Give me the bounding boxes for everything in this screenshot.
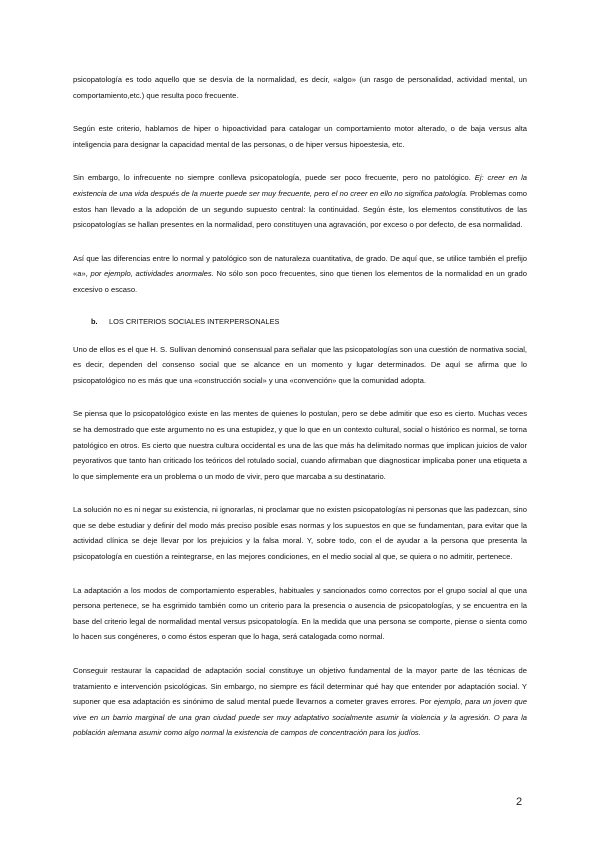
paragraph-6: Se piensa que lo psicopatológico existe en las mentes de quienes lo postulan, pero se debe admitir que eso es cierto. Muchas veces se ha demostrado que este argumento no es una estupidez, y que lo que en un contexto cultural, social o histórico es normal, se torna patológico en otros. Es cierto que nuestra cultura occidental es una de las que más ha delimitado normas que implican juicios de valor peyorativos que tanto han criticado los teóricos del rotulado social, cuando afirmaban que diagnosticar implicaba poner una etiqueta a lo que simplemente era un problema o un modo de vivir, pero que marcaba a su destinatario. (73, 409, 527, 481)
page-number: 2 (516, 796, 523, 808)
paragraph-3: Sin embargo, lo infrecuente no siempre conlleva psicopatología, puede ser poco frecuente, pero no patológico. Ej: creer en la existencia de una vida después de la muerte puede ser muy frecuente, pero el no creer en ello no significa patología. Problemas como estos han llevado a la adopción de un segundo supuesto central: la continuidad. Según éste, los elementos constitutivos de las psicopatologías se hallan presentes en la normalidad, pero constituyen una agravación, por exceso o por defecto, de esa normalidad. (73, 173, 527, 230)
section-letter: b. (91, 316, 98, 326)
italic-example: ejemplo, para un joven que vive en un barrio marginal de una gran ciudad puede ser muy adaptativo socialmente asumir la violencia y la agresión. O para la población alemana asumir como algo normal la existencia de campos de concentración para los judíos. (73, 697, 527, 738)
paragraph-8: La adaptación a los modos de comportamiento esperables, habituales y sancionados como correctos por el grupo social al que una persona pertenece, se ha esgrimido también como un criterio para la presencia o ausencia de psicopatologías, y se encuentra en la base del criterio legal de normalidad mental versus psicopatología. En la medida que una persona se comporte, piense o sienta como lo hacen sus congéneres, o como éstos esperan que lo haga, será catalogada como normal. (73, 585, 527, 642)
italic-example: por ejemplo, actividades anormales. (90, 269, 214, 279)
paragraph-1: psicopatología es todo aquello que se desvía de la normalidad, es decir, «algo» (un rasgo de personalidad, actividad mental, un comportamiento,etc.) que resulta poco frecuente. (73, 75, 527, 100)
section-title: LOS CRITERIOS SOCIALES INTERPERSONALES (109, 316, 280, 326)
document-body (73, 72, 527, 759)
italic-example: Ej: creer en la existencia de una vida después de la muerte puede ser muy frecuente, pero el no creer en ello no significa patología. (73, 173, 527, 198)
section-heading (73, 316, 527, 328)
paragraph-7: La solución no es ni negar su existencia, ni ignorarlas, ni proclamar que no existen psicopatologías ni personas que las padezcan, sino que se debe estudiar y definir del modo más preciso posible esas normas y los supuestos en que se fundamentan, para evitar que la actividad clínica se deje llevar por los prejuicios y la falsa moral. Y, sobre todo, con el de ayudar a la persona que presenta la psicopatología en cuestión a reintegrarse, en las mejores condiciones, en el medio social al que, se quiera o no admitir, pertenece. (73, 505, 527, 562)
paragraph-9: Conseguir restaurar la capacidad de adaptación social constituye un objetivo fundamental de la mayor parte de las técnicas de tratamiento e intervención psicológicas. Sin embargo, no siempre es fácil determinar qué hay que entender por adaptación social. Y suponer que esa adaptación es sinónimo de salud mental puede llevarnos a cometer graves errores. Por ejemplo, para un joven que vive en un barrio marginal de una gran ciudad puede ser muy adaptativo socialmente asumir la violencia y la agresión. O para la población alemana asumir como algo normal la existencia de campos de concentración para los judíos. (73, 666, 527, 738)
paragraph-5: Uno de ellos es el que H. S. Sullivan denominó consensual para señalar que las psicopatologías son una cuestión de normativa social, es decir, dependen del consenso social que se alcance en un momento y lugar determinados. De aquí se afirma que lo psicopatológico no es más que una «construcción social» y una «convención» que la comunidad adopta. (73, 344, 527, 385)
paragraph-4: Así que las diferencias entre lo normal y patológico son de naturaleza cuantitativa, de grado. De aquí que, se utilice también el prefijo «a», por ejemplo, actividades anormales. No sólo son poco frecuentes, sino que tienen los elementos de la normalidad en un grado excesivo o escaso. (73, 253, 527, 294)
paragraph-2: Según este criterio, hablamos de hiper o hipoactividad para catalogar un comportamiento motor alterado, o de baja versus alta inteligencia para designar la capacidad mental de las personas, o de hiper versus hipoestesia, etc. (73, 124, 527, 149)
